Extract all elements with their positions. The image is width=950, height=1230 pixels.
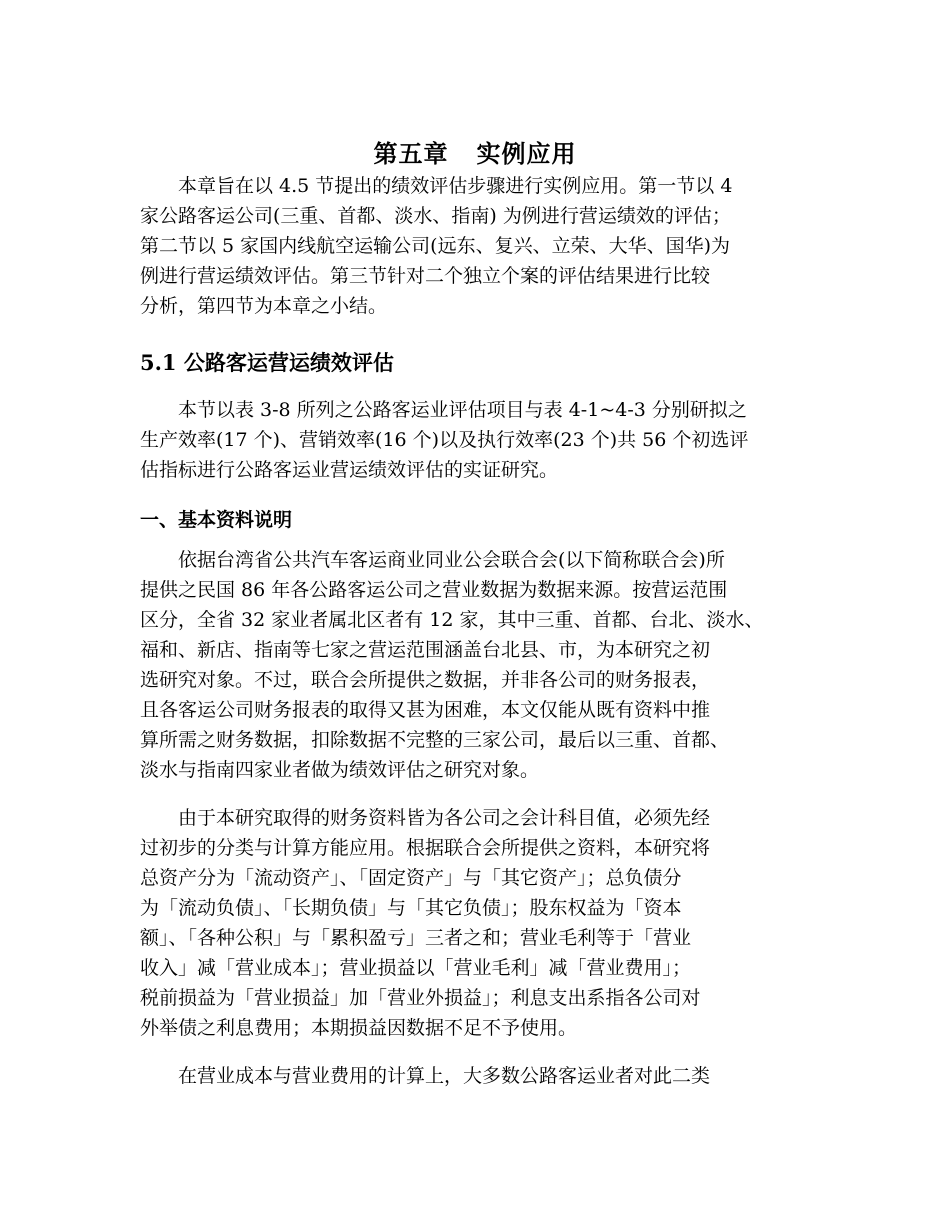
paragraph-line: 总资产分为「流动资产」、「固定资产」与「其它资产」；总负债分 bbox=[140, 867, 682, 889]
subheading: 一、基本资料说明 bbox=[140, 509, 293, 531]
paragraph-line: 收入」减「营业成本」；营业损益以「营业毛利」减「营业费用」； bbox=[140, 957, 692, 979]
section-paragraph-3 bbox=[140, 803, 830, 1043]
paragraph-line: 生产效率(17 个)、营销效率(16 个)以及执行效率(23 个)共 56 个初选评 bbox=[140, 429, 749, 451]
intro-paragraph bbox=[140, 171, 830, 321]
paragraph-line: 本节以表 3-8 所列之公路客运业评估项目与表 4-1~4-3 分别研拟之 bbox=[140, 399, 747, 421]
paragraph-line: 额」、「各种公积」与「累积盈亏」三者之和；营业毛利等于「营业 bbox=[140, 927, 692, 949]
paragraph-line: 由于本研究取得的财务资料皆为各公司之会计科目值，必须先经 bbox=[140, 807, 711, 829]
paragraph-line: 福和、新店、指南等七家之营运范围涵盖台北县、市，为本研究之初 bbox=[140, 639, 711, 661]
section-paragraph-4 bbox=[140, 1061, 830, 1091]
paragraph-line: 外举债之利息费用；本期损益因数据不足不予使用。 bbox=[140, 1017, 578, 1039]
chapter-title bbox=[0, 136, 950, 172]
paragraph-line: 区分，全省 32 家业者属北区者有 12 家，其中三重、首都、台北、淡水、 bbox=[140, 609, 764, 631]
intro-line: 家公路客运公司(三重、首都、淡水、指南) 为例进行营运绩效的评估； bbox=[140, 205, 731, 227]
paragraph-line: 选研究对象。不过，联合会所提供之数据，并非各公司的财务报表， bbox=[140, 669, 711, 691]
section-paragraph-1 bbox=[140, 395, 830, 485]
paragraph-line: 且各客运公司财务报表的取得又甚为困难，本文仅能从既有资料中推 bbox=[140, 699, 711, 721]
paragraph-line: 依据台湾省公共汽车客运商业同业公会联合会(以下简称联合会)所 bbox=[140, 549, 725, 571]
chapter-number: 第五章 bbox=[373, 139, 449, 169]
intro-line: 分析，第四节为本章之小结。 bbox=[140, 295, 388, 317]
paragraph-line: 算所需之财务数据，扣除数据不完整的三家公司，最后以三重、首都、 bbox=[140, 729, 730, 751]
paragraph-line: 估指标进行公路客运业营运绩效评估的实证研究。 bbox=[140, 459, 559, 481]
section-paragraph-2 bbox=[140, 545, 830, 785]
chapter-name: 实例应用 bbox=[476, 139, 577, 169]
paragraph-line: 在营业成本与营业费用的计算上，大多数公路客运业者对此二类 bbox=[140, 1065, 711, 1087]
paragraph-line: 淡水与指南四家业者做为绩效评估之研究对象。 bbox=[140, 759, 540, 781]
paragraph-line: 税前损益为「营业损益」加「营业外损益」；利息支出系指各公司对 bbox=[140, 987, 701, 1009]
intro-line: 例进行营运绩效评估。第三节针对二个独立个案的评估结果进行比较 bbox=[140, 265, 711, 287]
paragraph-line: 为「流动负债」、「长期负债」与「其它负债」；股东权益为「资本 bbox=[140, 897, 682, 919]
paragraph-line: 过初步的分类与计算方能应用。根据联合会所提供之资料，本研究将 bbox=[140, 837, 711, 859]
section-heading: 5.1 公路客运营运绩效评估 bbox=[140, 350, 394, 375]
intro-line: 本章旨在以 4.5 节提出的绩效评估步骤进行实例应用。第一节以 4 bbox=[140, 175, 733, 197]
intro-line: 第二节以 5 家国内线航空运输公司(远东、复兴、立荣、大华、国华)为 bbox=[140, 235, 730, 257]
paragraph-line: 提供之民国 86 年各公路客运公司之营业数据为数据来源。按营运范围 bbox=[140, 579, 728, 601]
